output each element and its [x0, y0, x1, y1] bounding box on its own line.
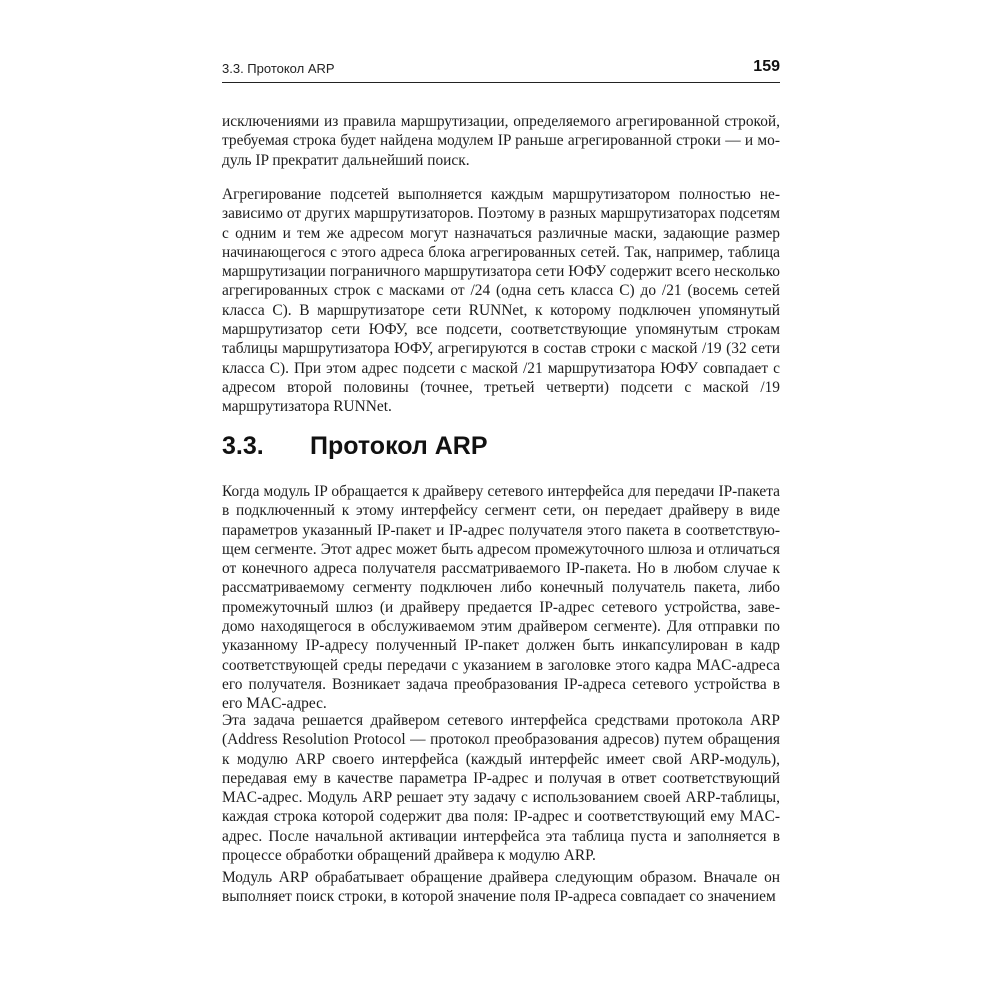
- paragraph-arp-processing: [222, 868, 780, 907]
- paragraph-text: Модуль ARP обрабатывает обращение драйвера следующим образом. Вначале он выполняет поиск строки, в которой значение поля IP-адреса совпадает со значением: [222, 869, 780, 906]
- paragraph-text: Когда модуль IP обращается к драйверу сетевого интерфейса для передачи IP-пакета в подключенный к этому интерфейсу сегмент сети, он передает драйверу в виде параметров указанный IP-пакет и IP-адрес получателя этого пакета в соответствующем сегменте. Этот адрес может быть адресом промежуточного шлюза и отличаться от конечного адреса получателя рассматриваемого IP-пакета. Но в любом случае к рассматриваемому сегменту подключен либо конечный получатель пакета, либо промежуточный шлюз (и драйверу предается IP-адрес сетевого устройства, заведомо находящегося в обслуживаемом этим драйвером сегменте). Для отправки по указанному IP-адресу полученный IP-пакет должен быть инкапсулирован в кадр соответствующей среды передачи с указанием в заголовке этого кадра MAC-адреса его получателя. Возникает задача преобразования IP-адреса сетевого устройства в его MAC-адрес.: [222, 483, 780, 713]
- section-number: 3.3.: [222, 432, 264, 460]
- paragraph-text: Эта задача решается драйвером сетевого интерфейса средствами протокола ARP (Address Resolution Protocol — протокол преобразования адресов) путем обращения к модулю ARP своего интерфейса (каждый интерфейс имеет свой ARP-модуль), передавая ему в качестве параметра IP-адрес и получая в ответ соответствующий MAC-адрес. Модуль ARP решает эту задачу с использованием своей ARP-таблицы, каждая строка которой содержит два поля: IP-адрес и соответствующий ему MAC-адрес. После начальной активации интерфейса эта таблица пуста и заполняется в процессе обработки обращений драйвера к модулю ARP.: [222, 712, 780, 865]
- paragraph-arp-task: [222, 711, 780, 865]
- paragraph-text: Агрегирование подсетей выполняется каждым маршрутизатором полностью независимо от других маршрутизаторов. Поэтому в разных маршрутизаторах подсетям с одним и тем же адресом могут назначаться различные маски, задающие размер начинающегося с этого адреса блока агрегированных сетей. Так, например, таблица маршрутизации пограничного маршрутизатора сети ЮФУ содержит всего несколько агрегированных строк с масками от /24 (одна сеть класса C) до /21 (восемь сетей класса C). В маршрутизаторе сети RUNNet, к которому подключен упомянутый маршрутизатор сети ЮФУ, все подсети, соответствующие упомянутым строкам таблицы маршрутизатора ЮФУ, агрегируются в состав строки с маской /19 (32 сети класса C). При этом адрес подсети с маской /21 маршрутизатора ЮФУ совпадает с адресом второй половины (точнее, третьей четверти) подсети с маской /19 маршрутизатора RUNNet.: [222, 186, 780, 416]
- section-heading: [222, 432, 488, 461]
- paragraph-continuation: [222, 112, 780, 170]
- paragraph-text: исключениями из правила маршрутизации, определяемого агрегированной строкой, требуемая строка будет найдена модулем IP раньше агрегированной строки — и модуль IP прекратит дальнейший поиск.: [222, 113, 780, 169]
- running-header: [222, 60, 780, 83]
- running-title: 3.3. Протокол ARP: [222, 61, 335, 76]
- paragraph-subnet-aggregation: [222, 185, 780, 417]
- paragraph-ip-driver: [222, 482, 780, 714]
- page-number: 159: [753, 58, 780, 75]
- section-title: Протокол ARP: [310, 432, 488, 460]
